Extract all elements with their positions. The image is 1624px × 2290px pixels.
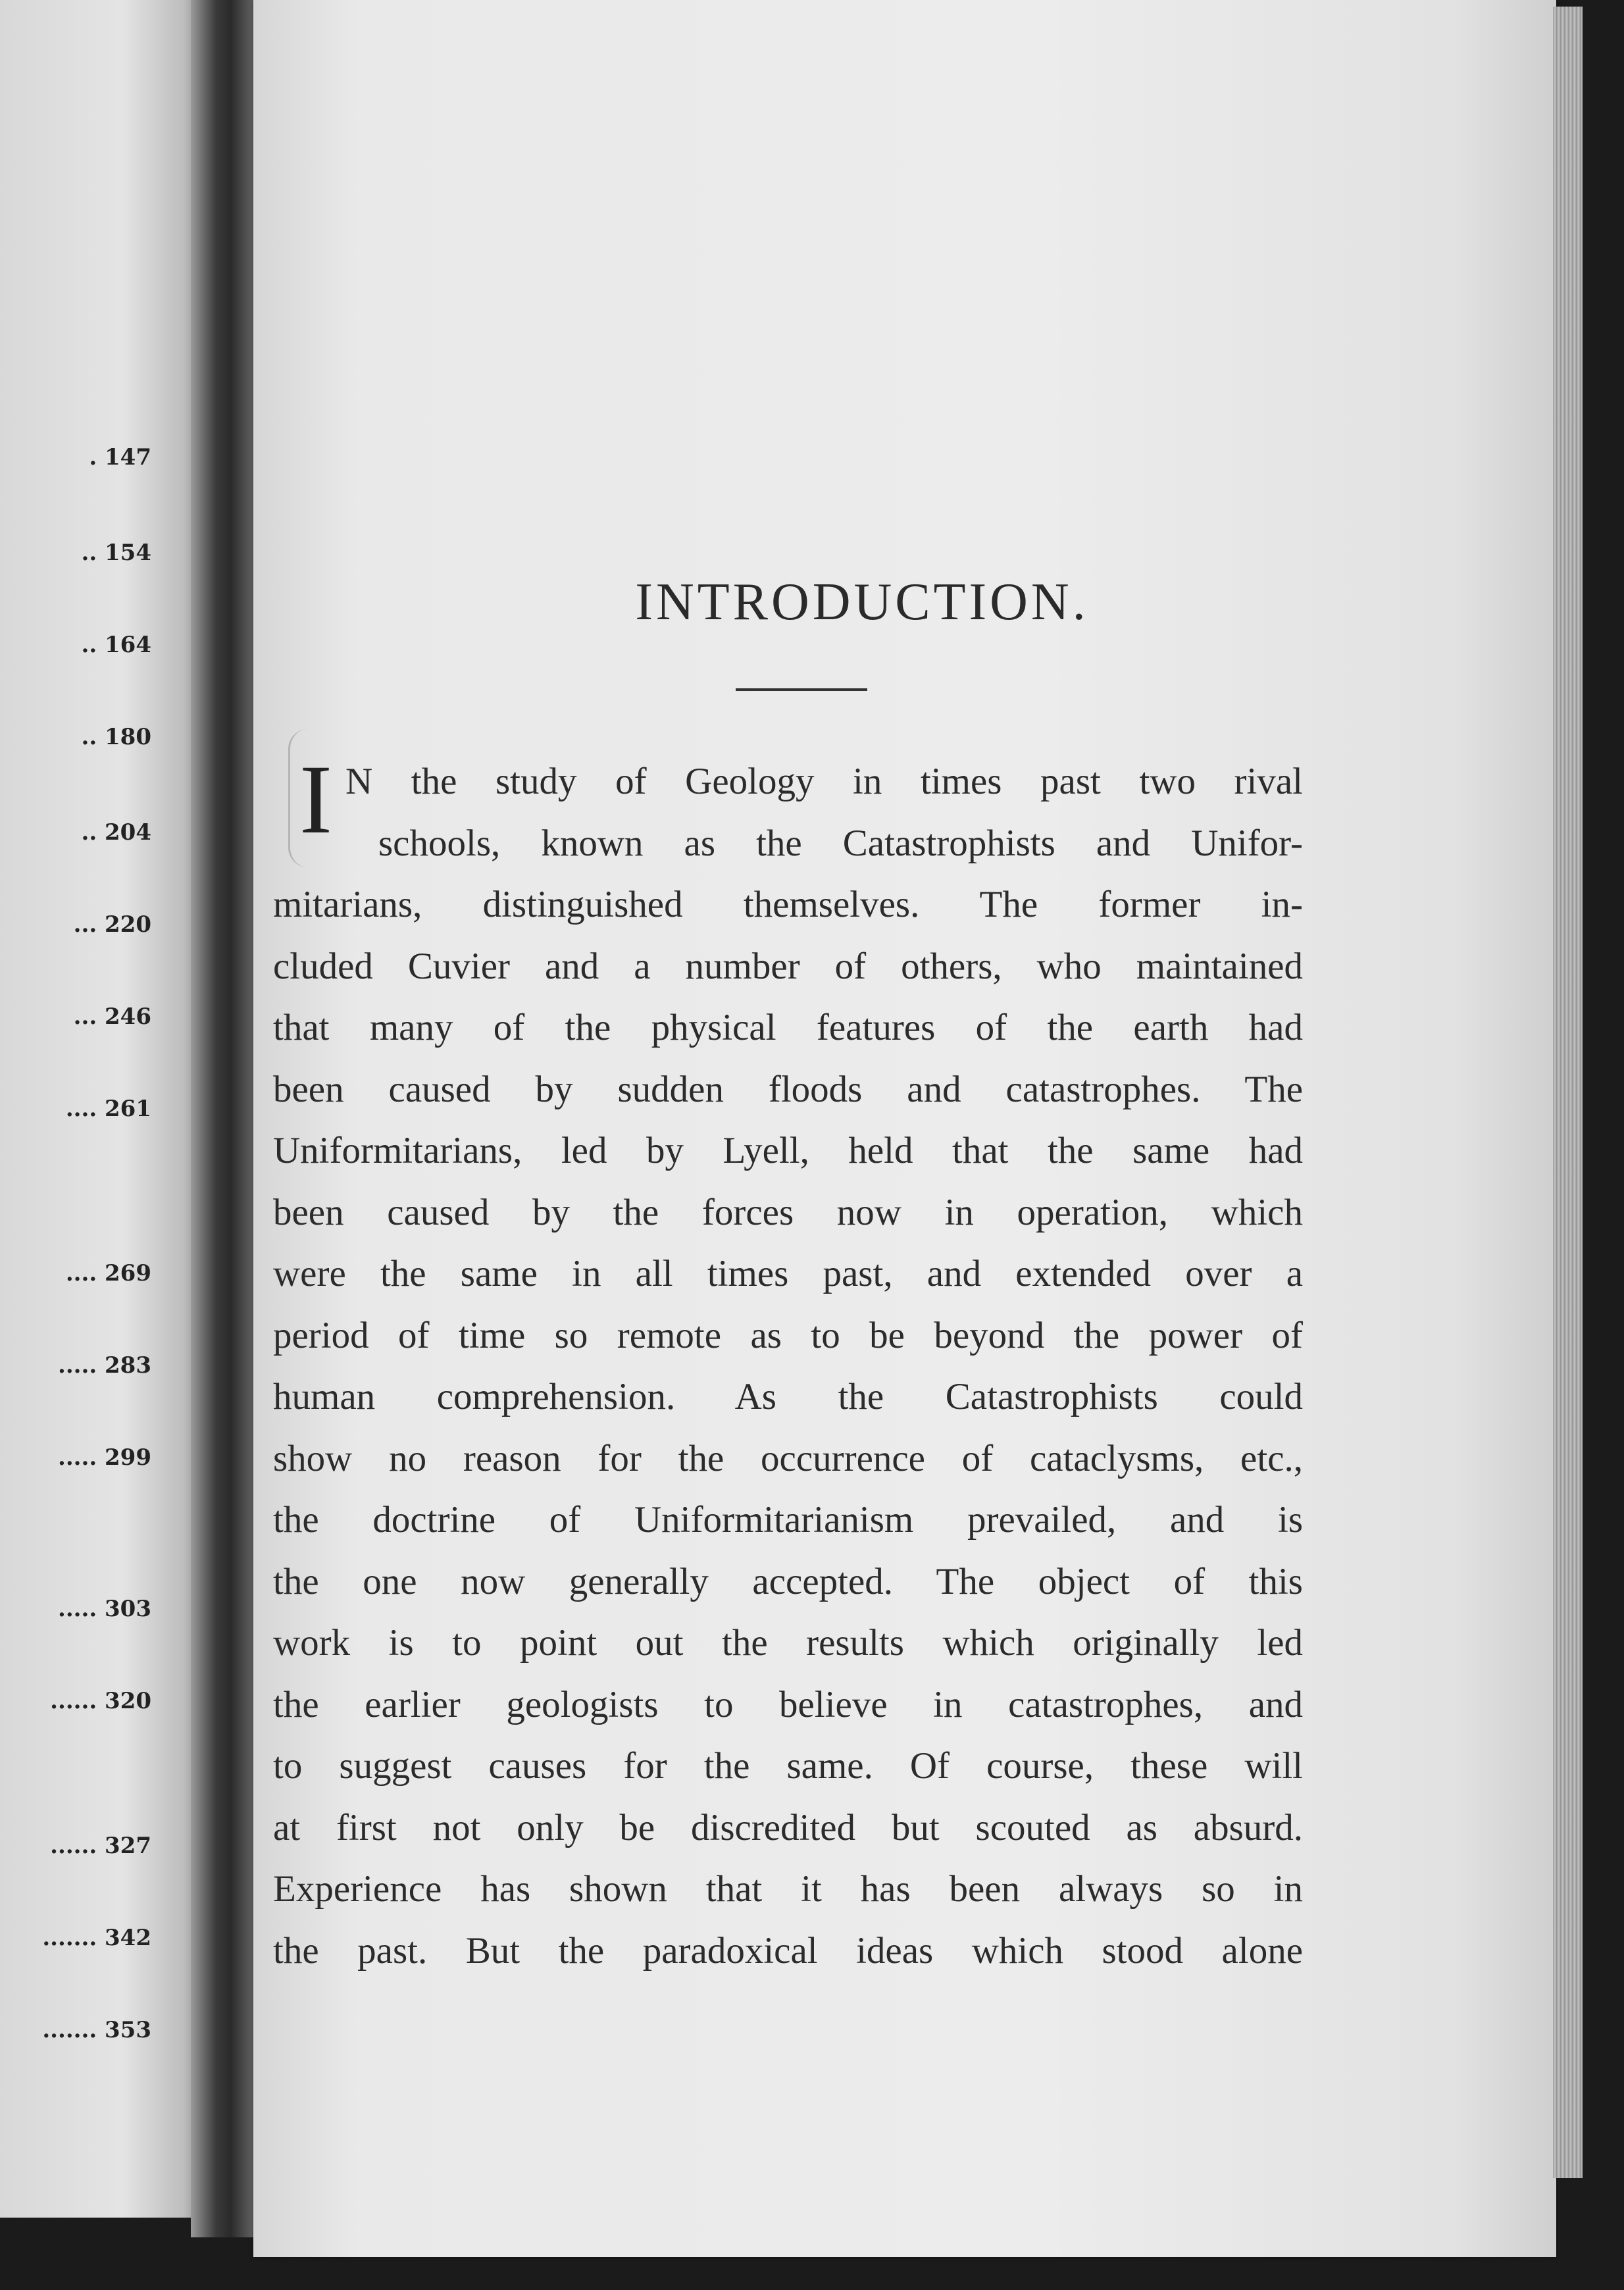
body-line: schools, known as the Catastrophists and Unifor- [378, 822, 1303, 864]
right-page [253, 0, 1556, 2257]
body-line: the doctrine of Uniformitarianism prevailed, and is [273, 1499, 1303, 1540]
toc-page-number [0, 1260, 151, 1286]
toc-page-number [0, 1833, 151, 1859]
body-line: to suggest causes for the same. Of course, these will [273, 1745, 1303, 1787]
body-line: were the same in all times past, and extended over a [273, 1253, 1303, 1294]
body-line: Uniformitarians, led by Lyell, held that the same had [273, 1130, 1303, 1171]
toc-number: 204 [105, 819, 151, 846]
toc-leader-dots: .. [81, 632, 105, 658]
toc-leader-dots: ... [73, 911, 105, 938]
toc-page-number [0, 2017, 151, 2043]
toc-number: 303 [105, 1596, 151, 1622]
toc-page-number [0, 1596, 151, 1622]
toc-page-number [0, 632, 151, 658]
body-line: Experience has shown that it has been always so in [273, 1868, 1303, 1910]
toc-number: 147 [105, 444, 151, 471]
toc-page-number [0, 540, 151, 566]
toc-number: 283 [105, 1352, 151, 1379]
toc-number: 299 [105, 1444, 151, 1471]
body-line: been caused by the forces now in operation, which [273, 1191, 1303, 1233]
toc-leader-dots: ...... [50, 1688, 105, 1714]
toc-leader-dots: ... [73, 1004, 105, 1030]
toc-leader-dots: ..... [57, 1444, 105, 1471]
toc-leader-dots: .. [81, 724, 105, 750]
toc-leader-dots: ...... [50, 1833, 105, 1859]
toc-number: 342 [105, 1925, 151, 1951]
chapter-title: INTRODUCTION. [635, 573, 1089, 631]
toc-leader-dots: .. [81, 540, 105, 566]
toc-number: 220 [105, 911, 151, 938]
toc-leader-dots: .... [65, 1096, 105, 1122]
toc-page-number [0, 819, 151, 846]
toc-page-number [0, 1444, 151, 1471]
toc-leader-dots: . [89, 444, 105, 471]
toc-number: 246 [105, 1004, 151, 1030]
toc-number: 261 [105, 1096, 151, 1122]
body-line: human comprehension. As the Catastrophists could [273, 1376, 1303, 1417]
toc-number: 320 [105, 1688, 151, 1714]
toc-leader-dots: ..... [57, 1596, 105, 1622]
body-line: cluded Cuvier and a number of others, who maintained [273, 945, 1303, 987]
body-line: been caused by sudden floods and catastrophes. The [273, 1068, 1303, 1110]
toc-number: 353 [105, 2017, 151, 2043]
toc-leader-dots: ..... [57, 1352, 105, 1379]
toc-leader-dots: ....... [42, 1925, 105, 1951]
body-line: mitarians, distinguished themselves. The former in- [273, 884, 1303, 925]
toc-number: 327 [105, 1833, 151, 1859]
toc-page-number [0, 1096, 151, 1122]
body-line: work is to point out the results which originally led [273, 1622, 1303, 1664]
body-line: show no reason for the occurrence of cataclysms, etc., [273, 1437, 1303, 1479]
book-gutter [191, 0, 263, 2237]
toc-page-number [0, 444, 151, 471]
body-line: N the study of Geology in times past two rival [345, 761, 1303, 802]
toc-page-number [0, 1004, 151, 1030]
body-line: the one now generally accepted. The object of this [273, 1560, 1303, 1602]
toc-leader-dots: .... [65, 1260, 105, 1286]
body-line: period of time so remote as to be beyond the power of [273, 1314, 1303, 1356]
toc-leader-dots: .. [81, 819, 105, 846]
toc-number: 269 [105, 1260, 151, 1286]
drop-cap: I [299, 745, 332, 854]
body-line: that many of the physical features of the earth had [273, 1007, 1303, 1048]
toc-page-number [0, 1688, 151, 1714]
toc-leader-dots: ....... [42, 2017, 105, 2043]
title-rule [736, 688, 867, 691]
toc-page-number [0, 1925, 151, 1951]
body-line: at first not only be discredited but scouted as absurd. [273, 1806, 1303, 1848]
toc-page-number [0, 1352, 151, 1379]
toc-number: 164 [105, 632, 151, 658]
toc-number: 154 [105, 540, 151, 566]
body-line: the past. But the paradoxical ideas which stood alone [273, 1929, 1303, 1972]
toc-page-number [0, 724, 151, 750]
toc-page-number [0, 911, 151, 938]
toc-number: 180 [105, 724, 151, 750]
body-line: the earlier geologists to believe in catastrophes, and [273, 1683, 1303, 1725]
page-edges [1553, 7, 1583, 2178]
